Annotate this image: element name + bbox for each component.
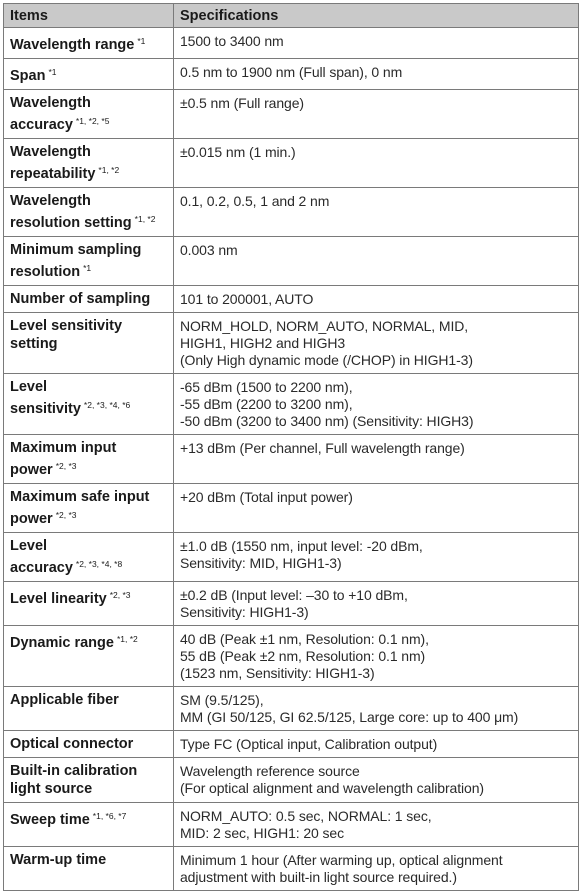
- item-name-cell: [4, 847, 174, 891]
- specification-line: SM (9.5/125),: [180, 692, 264, 708]
- item-name-cell: [4, 803, 174, 847]
- specification-cell: [174, 374, 579, 435]
- item-name-line: Level sensitivity: [10, 318, 123, 334]
- specification-line: Wavelength reference source: [180, 763, 360, 779]
- specification-cell: [174, 237, 579, 286]
- item-name-line: power $^{*2, *3}$: [10, 461, 77, 478]
- footnote-reference: *1: [137, 36, 146, 46]
- specification-line: +13 dBm (Per channel, Full wavelength range): [180, 440, 465, 456]
- item-name-line: Built-in calibration: [10, 763, 138, 779]
- table-row: [4, 731, 579, 758]
- specification-cell: [174, 626, 579, 687]
- specifications-table: [3, 3, 579, 891]
- table-row: [4, 28, 579, 59]
- footnote-reference: *2, *3, *4, *6: [83, 400, 131, 410]
- footnote-reference: *1, *2: [116, 634, 138, 644]
- item-name-cell: [4, 687, 174, 731]
- footnote-reference: *1, *6, *7: [92, 811, 127, 821]
- specification-line: Sensitivity: HIGH1-3): [180, 604, 309, 620]
- table-body: [4, 28, 579, 891]
- specification-line: +20 dBm (Total input power): [180, 489, 353, 505]
- specification-cell: [174, 758, 579, 803]
- table-row: [4, 687, 579, 731]
- header-specifications: Specifications: [174, 4, 579, 28]
- specification-line: -55 dBm (2200 to 3200 nm),: [180, 396, 353, 412]
- specification-cell: [174, 533, 579, 582]
- item-name-line: Dynamic range $^{*1, *2}$: [10, 634, 138, 651]
- table-row: [4, 803, 579, 847]
- table-row: [4, 374, 579, 435]
- item-name-line: power $^{*2, *3}$: [10, 510, 77, 527]
- specification-cell: [174, 313, 579, 374]
- specification-cell: [174, 847, 579, 891]
- specification-line: NORM_HOLD, NORM_AUTO, NORMAL, MID,: [180, 318, 469, 334]
- item-name-line: resolution $^{*1}$: [10, 263, 92, 280]
- item-name-cell: [4, 59, 174, 90]
- specification-line: Minimum 1 hour (After warming up, optical alignment: [180, 852, 503, 868]
- specification-cell: [174, 582, 579, 626]
- item-name-line: Wavelength: [10, 95, 91, 111]
- footnote-reference: *1: [48, 67, 57, 77]
- item-name-cell: [4, 626, 174, 687]
- table-row: [4, 313, 579, 374]
- specification-line: ±0.015 nm (1 min.): [180, 144, 296, 160]
- footnote-reference: *1, *2: [98, 165, 120, 175]
- item-name-cell: [4, 313, 174, 374]
- footnote-reference: *2, *3, *4, *8: [75, 559, 123, 569]
- specification-line: Sensitivity: MID, HIGH1-3): [180, 555, 342, 571]
- table-row: [4, 237, 579, 286]
- specification-line: 0.003 nm: [180, 242, 238, 258]
- footnote-reference: *2, *3: [109, 590, 131, 600]
- item-name-line: Maximum input: [10, 440, 117, 456]
- item-name-cell: [4, 90, 174, 139]
- specification-cell: [174, 28, 579, 59]
- item-name-line: Level linearity $^{*2, *3}$: [10, 590, 131, 607]
- table-row: [4, 758, 579, 803]
- specification-line: (For optical alignment and wavelength calibration): [180, 780, 484, 796]
- item-name-line: Minimum sampling: [10, 242, 142, 258]
- footnote-reference: *2, *3: [55, 510, 77, 520]
- item-name-cell: [4, 533, 174, 582]
- footnote-reference: *1, *2: [134, 214, 156, 224]
- item-name-line: repeatability $^{*1, *2}$: [10, 165, 120, 182]
- item-name-cell: [4, 139, 174, 188]
- specification-cell: [174, 803, 579, 847]
- table-row: [4, 188, 579, 237]
- item-name-cell: [4, 374, 174, 435]
- table-row: [4, 90, 579, 139]
- table-row: [4, 484, 579, 533]
- table-row: [4, 59, 579, 90]
- item-name-line: Number of sampling: [10, 291, 151, 307]
- header-items: Items: [4, 4, 174, 28]
- item-name-cell: [4, 188, 174, 237]
- specification-line: MID: 2 sec, HIGH1: 20 sec: [180, 825, 344, 841]
- item-name-line: Wavelength range $^{*1}$: [10, 36, 146, 53]
- specification-line: ±0.2 dB (Input level: –30 to +10 dBm,: [180, 587, 408, 603]
- specification-cell: [174, 484, 579, 533]
- item-name-line: sensitivity $^{*2, *3, *4, *6}$: [10, 400, 131, 417]
- item-name-line: resolution setting $^{*1, *2}$: [10, 214, 156, 231]
- specification-cell: [174, 435, 579, 484]
- item-name-cell: [4, 731, 174, 758]
- specification-line: NORM_AUTO: 0.5 sec, NORMAL: 1 sec,: [180, 808, 432, 824]
- specification-line: ±0.5 nm (Full range): [180, 95, 304, 111]
- item-name-line: Warm-up time: [10, 852, 107, 868]
- item-name-cell: [4, 758, 174, 803]
- item-name-line: accuracy $^{*2, *3, *4, *8}$: [10, 559, 123, 576]
- item-name-line: setting: [10, 336, 58, 352]
- item-name-line: Span $^{*1}$: [10, 67, 57, 84]
- specification-cell: [174, 59, 579, 90]
- specification-cell: [174, 188, 579, 237]
- specification-line: HIGH1, HIGH2 and HIGH3: [180, 335, 346, 351]
- footnote-reference: *1, *2, *5: [75, 116, 110, 126]
- item-name-line: Optical connector: [10, 736, 134, 752]
- specification-line: 101 to 200001, AUTO: [180, 291, 314, 307]
- table-row: [4, 847, 579, 891]
- specification-line: 0.1, 0.2, 0.5, 1 and 2 nm: [180, 193, 330, 209]
- specification-cell: [174, 731, 579, 758]
- footnote-reference: *2, *3: [55, 461, 77, 471]
- table-row: [4, 139, 579, 188]
- item-name-line: Level: [10, 538, 48, 554]
- specification-line: (1523 nm, Sensitivity: HIGH1-3): [180, 665, 375, 681]
- item-name-line: Level: [10, 379, 48, 395]
- item-name-line: Applicable fiber: [10, 692, 119, 708]
- specification-line: -50 dBm (3200 to 3400 nm) (Sensitivity: HIGH3): [180, 413, 474, 429]
- table-row: [4, 435, 579, 484]
- specification-cell: [174, 90, 579, 139]
- specification-line: (Only High dynamic mode (/CHOP) in HIGH1-3): [180, 352, 473, 368]
- table-row: [4, 582, 579, 626]
- table-header-row: [4, 4, 579, 28]
- specification-cell: [174, 687, 579, 731]
- item-name-cell: [4, 582, 174, 626]
- specification-cell: [174, 286, 579, 313]
- item-name-cell: [4, 435, 174, 484]
- specification-line: ±1.0 dB (1550 nm, input level: -20 dBm,: [180, 538, 423, 554]
- item-name-line: Wavelength: [10, 144, 91, 160]
- specification-cell: [174, 139, 579, 188]
- specification-line: 1500 to 3400 nm: [180, 33, 284, 49]
- specification-line: -65 dBm (1500 to 2200 nm),: [180, 379, 353, 395]
- specification-line: 40 dB (Peak ±1 nm, Resolution: 0.1 nm),: [180, 631, 429, 647]
- footnote-reference: *1: [83, 263, 92, 273]
- specification-line: adjustment with built-in light source required.): [180, 869, 457, 885]
- specification-line: 0.5 nm to 1900 nm (Full span), 0 nm: [180, 64, 403, 80]
- item-name-line: Wavelength: [10, 193, 91, 209]
- table-row: [4, 286, 579, 313]
- item-name-line: light source: [10, 781, 93, 797]
- item-name-line: Maximum safe input: [10, 489, 150, 505]
- item-name-cell: [4, 286, 174, 313]
- table-row: [4, 533, 579, 582]
- item-name-cell: [4, 484, 174, 533]
- item-name-cell: [4, 28, 174, 59]
- item-name-cell: [4, 237, 174, 286]
- specification-line: 55 dB (Peak ±2 nm, Resolution: 0.1 nm): [180, 648, 426, 664]
- specification-line: Type FC (Optical input, Calibration output): [180, 736, 438, 752]
- item-name-line: Sweep time $^{*1, *6, *7}$: [10, 811, 127, 828]
- specification-line: MM (GI 50/125, GI 62.5/125, Large core: up to 400 μm): [180, 709, 519, 725]
- item-name-line: accuracy $^{*1, *2, *5}$: [10, 116, 110, 133]
- table-row: [4, 626, 579, 687]
